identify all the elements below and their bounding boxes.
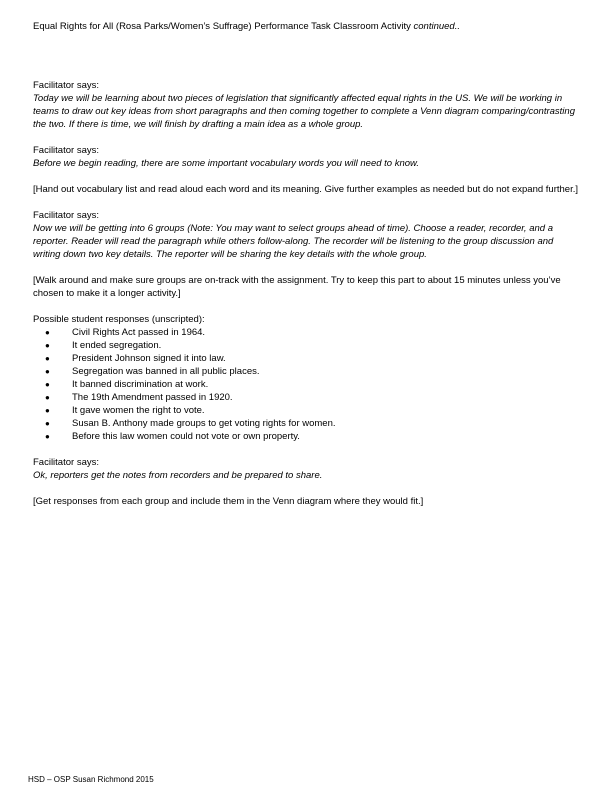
- list-item-text: Susan B. Anthony made groups to get voting rights for women.: [72, 418, 336, 429]
- vocabulary-instruction: [33, 183, 579, 196]
- bullet-icon: ●: [45, 341, 50, 350]
- bullet-icon: ●: [45, 393, 50, 402]
- list-item-text: Civil Rights Act passed in 1964.: [72, 327, 206, 338]
- facilitator-script: Now we will be getting into 6 groups (Note: You may want to select groups ahead of time). Choose a reader, recorder, and a reporter. Reader will read the paragraph while others follow-along. The recorder will be listening to the group discussion and writing down two key details. The reporter will be sharing the key details with the whole group.: [33, 223, 554, 260]
- bullet-icon: ●: [45, 432, 50, 441]
- bullet-icon: ●: [45, 367, 50, 376]
- page-footer: HSD – OSP Susan Richmond 2015: [28, 775, 154, 784]
- list-item: [33, 430, 579, 443]
- list-item: [33, 352, 579, 365]
- instruction-text: [Walk around and make sure groups are on-track with the assignment. Try to keep this part to about 15 minutes unless you’ve chosen to make it a longer activity.]: [33, 275, 561, 299]
- list-item: [33, 417, 579, 430]
- instruction-text: [Get responses from each group and include them in the Venn diagram where they would fit.]: [33, 496, 424, 507]
- list-item: [33, 391, 579, 404]
- closing-instruction: [33, 495, 579, 508]
- document-title: Equal Rights for All (Rosa Parks/Women’s Suffrage) Performance Task Classroom Activity: [33, 21, 411, 32]
- bullet-icon: ●: [45, 354, 50, 363]
- speaker-label: Facilitator says:: [33, 457, 99, 468]
- facilitator-script: Before we begin reading, there are some important vocabulary words you will need to know.: [33, 158, 420, 169]
- speaker-label: Facilitator says:: [33, 80, 99, 91]
- bullet-icon: ●: [45, 406, 50, 415]
- bullet-icon: ●: [45, 328, 50, 337]
- responses-heading: Possible student responses (unscripted):: [33, 314, 205, 325]
- facilitator-intro: [33, 79, 579, 131]
- continued-label: continued..: [413, 21, 460, 32]
- list-item-text: Before this law women could not vote or own property.: [72, 431, 300, 442]
- instruction-text: [Hand out vocabulary list and read aloud each word and its meaning. Give further examples as needed but do not expand further.]: [33, 184, 579, 195]
- list-item: [33, 378, 579, 391]
- facilitator-vocabulary: [33, 144, 579, 170]
- speaker-label: Facilitator says:: [33, 145, 99, 156]
- list-item-text: It banned discrimination at work.: [72, 379, 209, 390]
- document-header: [33, 20, 579, 33]
- list-item-text: It ended segregation.: [72, 340, 162, 351]
- student-responses: [33, 313, 579, 443]
- document-page: [33, 20, 579, 521]
- speaker-label: Facilitator says:: [33, 210, 99, 221]
- bullet-icon: ●: [45, 380, 50, 389]
- facilitator-script: Ok, reporters get the notes from recorders and be prepared to share.: [33, 470, 323, 481]
- list-item: [33, 326, 579, 339]
- list-item-text: The 19th Amendment passed in 1920.: [72, 392, 233, 403]
- responses-list: [33, 326, 579, 443]
- list-item-text: It gave women the right to vote.: [72, 405, 205, 416]
- facilitator-closing: [33, 456, 579, 482]
- list-item-text: Segregation was banned in all public places.: [72, 366, 260, 377]
- list-item: [33, 339, 579, 352]
- list-item: [33, 365, 579, 378]
- list-item-text: President Johnson signed it into law.: [72, 353, 226, 364]
- facilitator-script: Today we will be learning about two pieces of legislation that significantly affected equal rights in the US. We will be working in teams to draw out key ideas from short paragraphs and then coming together to complete a Venn diagram comparing/contrasting the two. If there is time, we will finish by drafting a main idea as a whole group.: [33, 93, 575, 130]
- bullet-icon: ●: [45, 419, 50, 428]
- list-item: [33, 404, 579, 417]
- facilitator-groups: [33, 209, 579, 261]
- walkaround-instruction: [33, 274, 579, 300]
